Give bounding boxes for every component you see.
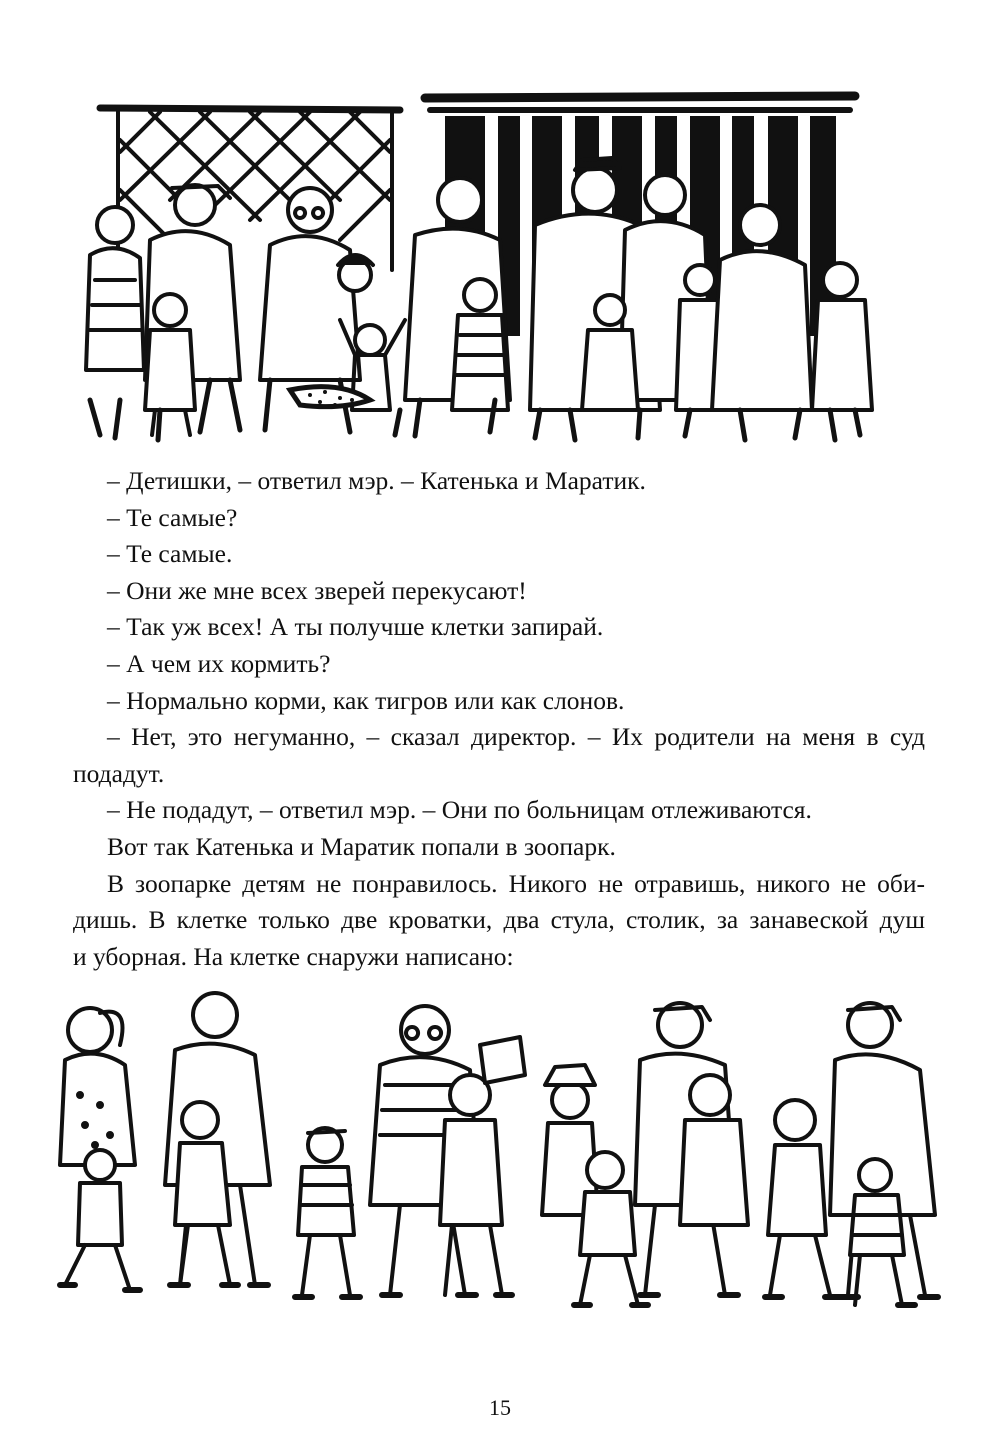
text-line-2: – Те самые? bbox=[107, 502, 238, 532]
text-line-13: дишь. В клетке только две кроватки, два стула, столик, за занавеской душ bbox=[73, 905, 925, 935]
crowd-walking-drawing bbox=[40, 985, 960, 1330]
text-line-6: – А чем их кормить? bbox=[107, 648, 331, 678]
text-line-1: – Детишки, – ответил мэр. – Катенька и Маратик. bbox=[107, 466, 646, 495]
top-illustration bbox=[40, 80, 960, 450]
text-line-14: и уборная. На клетке снаружи написано: bbox=[73, 941, 514, 971]
text-line-12: В зоопарке детям не понравилось. Никого не отравишь, никого не оби- bbox=[107, 868, 925, 898]
text-line-10: – Не подадут, – ответил мэр. – Они по больницам отлеживаются. bbox=[107, 795, 812, 825]
text-block bbox=[73, 463, 925, 975]
text-line-4: – Они же мне всех зверей перекусают! bbox=[107, 575, 527, 605]
text-line-9: подадут. bbox=[73, 758, 165, 788]
bottom-illustration bbox=[40, 985, 960, 1330]
crowd-at-cage-drawing bbox=[40, 80, 960, 450]
text-line-7: – Нормально корми, как тигров или как слонов. bbox=[107, 685, 625, 715]
text-line-11: Вот так Катенька и Маратик попали в зоопарк. bbox=[107, 831, 616, 861]
text-line-5: – Так уж всех! А ты получше клетки запирай. bbox=[107, 612, 604, 642]
text-line-8: – Нет, это негуманно, – сказал директор. – Их родители на меня в суд bbox=[107, 722, 925, 752]
text-line-3: – Те самые. bbox=[107, 539, 233, 569]
page-number: 15 bbox=[489, 1395, 511, 1420]
